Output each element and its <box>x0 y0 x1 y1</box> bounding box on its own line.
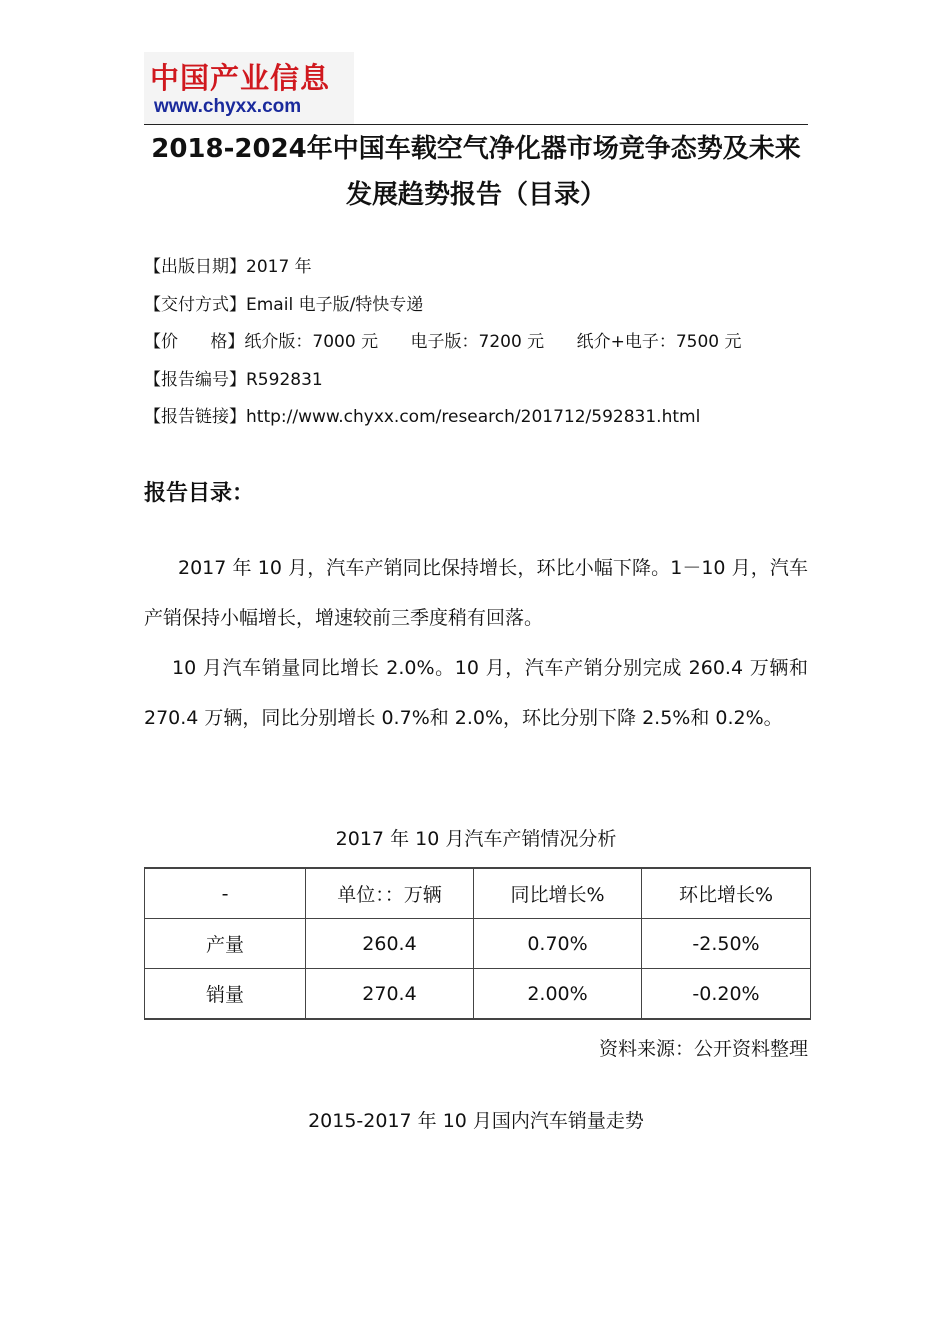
paragraph-2: 10 月汽车销量同比增长 2.0%。10 月，汽车产销分别完成 260.4 万辆和 270.4 万辆，同比分别增长 0.7%和 2.0%，环比分别下降 2.5%和 0.2%。 <box>144 657 808 729</box>
table-cell: 销量 <box>145 969 306 1020</box>
meta-report-id: 【报告编号】R592831 <box>144 370 323 390</box>
table-header-cell: 同比增长% <box>474 868 642 919</box>
sales-table <box>144 867 811 1020</box>
table-cell: 270.4 <box>306 969 474 1020</box>
meta-publish-date: 【出版日期】2017 年 <box>144 257 312 277</box>
meta-price: 【价 格】纸介版：7000 元 电子版：7200 元 纸介+电子：7500 元 <box>144 332 742 352</box>
header-rule <box>144 124 808 125</box>
meta-delivery: 【交付方式】Email 电子版/特快专递 <box>144 295 424 315</box>
table-header-cell: 环比增长% <box>642 868 811 919</box>
report-title: 2018-2024年中国车载空气净化器市场竞争态势及未来发展趋势报告（目录） <box>151 134 801 210</box>
table-cell: 0.70% <box>474 919 642 969</box>
chart-caption: 2015-2017 年 10 月国内汽车销量走势 <box>308 1110 644 1132</box>
table-row <box>145 969 811 1020</box>
chyxx-logo <box>144 52 354 124</box>
paragraph-1: 2017 年 10 月，汽车产销同比保持增长，环比小幅下降。1－10 月，汽车产销保持小幅增长，增速较前三季度稍有回落。 <box>144 557 808 629</box>
table-row <box>145 919 811 969</box>
meta-report-link[interactable]: 【报告链接】http://www.chyxx.com/research/201712/592831.html <box>144 407 701 427</box>
table-header-cell: 单位：：万辆 <box>306 868 474 919</box>
table-header-row <box>145 868 811 919</box>
table-caption: 2017 年 10 月汽车产销情况分析 <box>335 828 617 850</box>
table-header-cell: - <box>145 868 306 919</box>
table-cell: -0.20% <box>642 969 811 1020</box>
logo-wordmark: 中国产业信息 <box>150 61 331 95</box>
logo-url: www.chyxx.com <box>154 96 302 117</box>
table-cell: -2.50% <box>642 919 811 969</box>
table-source-note: 资料来源：公开资料整理 <box>598 1038 808 1060</box>
table-cell: 2.00% <box>474 969 642 1020</box>
table-cell: 260.4 <box>306 919 474 969</box>
section-heading: 报告目录： <box>144 481 255 506</box>
table-cell: 产量 <box>145 919 306 969</box>
